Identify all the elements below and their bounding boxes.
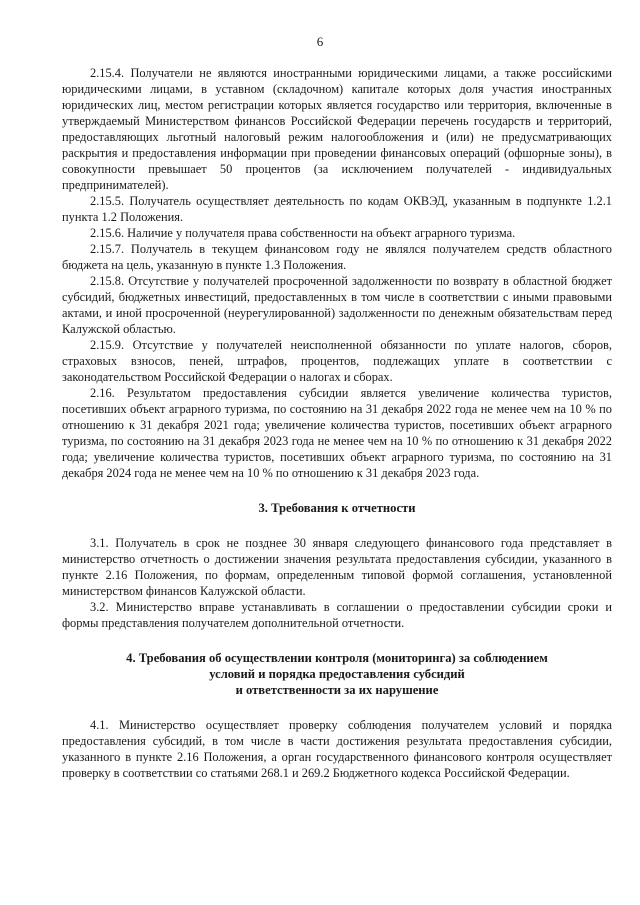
section-4-heading-line-2: условий и порядка предоставления субсидий: [209, 667, 465, 681]
document-body: [62, 65, 612, 781]
paragraph-2-15-4: 2.15.4. Получатели не являются иностранными юридическими лицами, а также российскими юридическими лицами, в уставном (складочном) капитале которых доля участия иностранных юридических лиц, местом регистрации которых является государство или территория, включенные в утверждаемый Министерством финансов Российской Федерации перечень государств и территорий, предоставляющих льготный налоговый режим налогообложения и (или) не предусматривающих раскрытия и предоставления информации при проведении финансовых операций (офшорные зоны), в совокупности превышает 50 процентов (за исключением получателей - индивидуальных предпринимателей).: [62, 66, 612, 192]
section-4-heading: [62, 650, 612, 698]
paragraph-2-15-8: 2.15.8. Отсутствие у получателей просроченной задолженности по возврату в областной бюджет субсидий, бюджетных инвестиций, предоставленных в том числе в соответствии с иными правовыми актами, и иной просроченной (неурегулированной) задолженности по денежным обязательствам перед Калужской областью.: [62, 274, 612, 336]
paragraph-2-15-5: 2.15.5. Получатель осуществляет деятельность по кодам ОКВЭД, указанным в подпункте 1.2.1 пункта 1.2 Положения.: [62, 194, 612, 224]
paragraph-4-1: 4.1. Министерство осуществляет проверку соблюдения получателем условий и порядка предоставления субсидий, в том числе в части достижения результата предоставления субсидии, указанного в пункте 2.16 Положения, а орган государственного финансового контроля осуществляет проверку в соответствии со статьями 268.1 и 269.2 Бюджетного кодекса Российской Федерации.: [62, 718, 612, 780]
paragraph-2-15-7: 2.15.7. Получатель в текущем финансовом году не являлся получателем средств областного бюджета на цель, указанную в пункте 1.3 Положения.: [62, 242, 612, 272]
paragraph-3-1: 3.1. Получатель в срок не позднее 30 января следующего финансового года представляет в министерство отчетность о достижении значения результата предоставления субсидии, указанного в пункте 2.16 Положения, по формам, определенным типовой формой соглашения, установленной министерством финансов Калужской области.: [62, 536, 612, 598]
paragraph-2-16: 2.16. Результатом предоставления субсидии является увеличение количества туристов, посетивших объект аграрного туризма, по состоянию на 31 декабря 2022 года не менее чем на 10 % по отношению к 31 декабря 2021 года; увеличение количества туристов, посетивших объект аграрного туризма, по состоянию на 31 декабря 2023 года не менее чем на 10 % по отношению к 31 декабря 2022 года; увеличение количества туристов, посетивших объект аграрного туризма, по состоянию на 31 декабря 2024 года не менее чем на 10 % по отношению к 31 декабря 2023 года.: [62, 386, 612, 480]
paragraph-2-15-9: 2.15.9. Отсутствие у получателей неисполненной обязанности по уплате налогов, сборов, страховых взносов, пеней, штрафов, процентов, подлежащих уплате в соответствии с законодательством Российской Федерации о налогах и сборах.: [62, 338, 612, 384]
section-3-heading: 3. Требования к отчетности: [258, 501, 416, 515]
page-number: 6: [316, 34, 324, 49]
section-4-heading-line-1: 4. Требования об осуществлении контроля (мониторинга) за соблюдением: [126, 651, 548, 665]
paragraph-3-2: 3.2. Министерство вправе устанавливать в соглашении о предоставлении субсидии сроки и формы представления получателем дополнительной отчетности.: [62, 600, 612, 630]
paragraph-2-15-6: 2.15.6. Наличие у получателя права собственности на объект аграрного туризма.: [90, 226, 516, 240]
section-4-heading-line-3: и ответственности за их нарушение: [235, 683, 439, 697]
